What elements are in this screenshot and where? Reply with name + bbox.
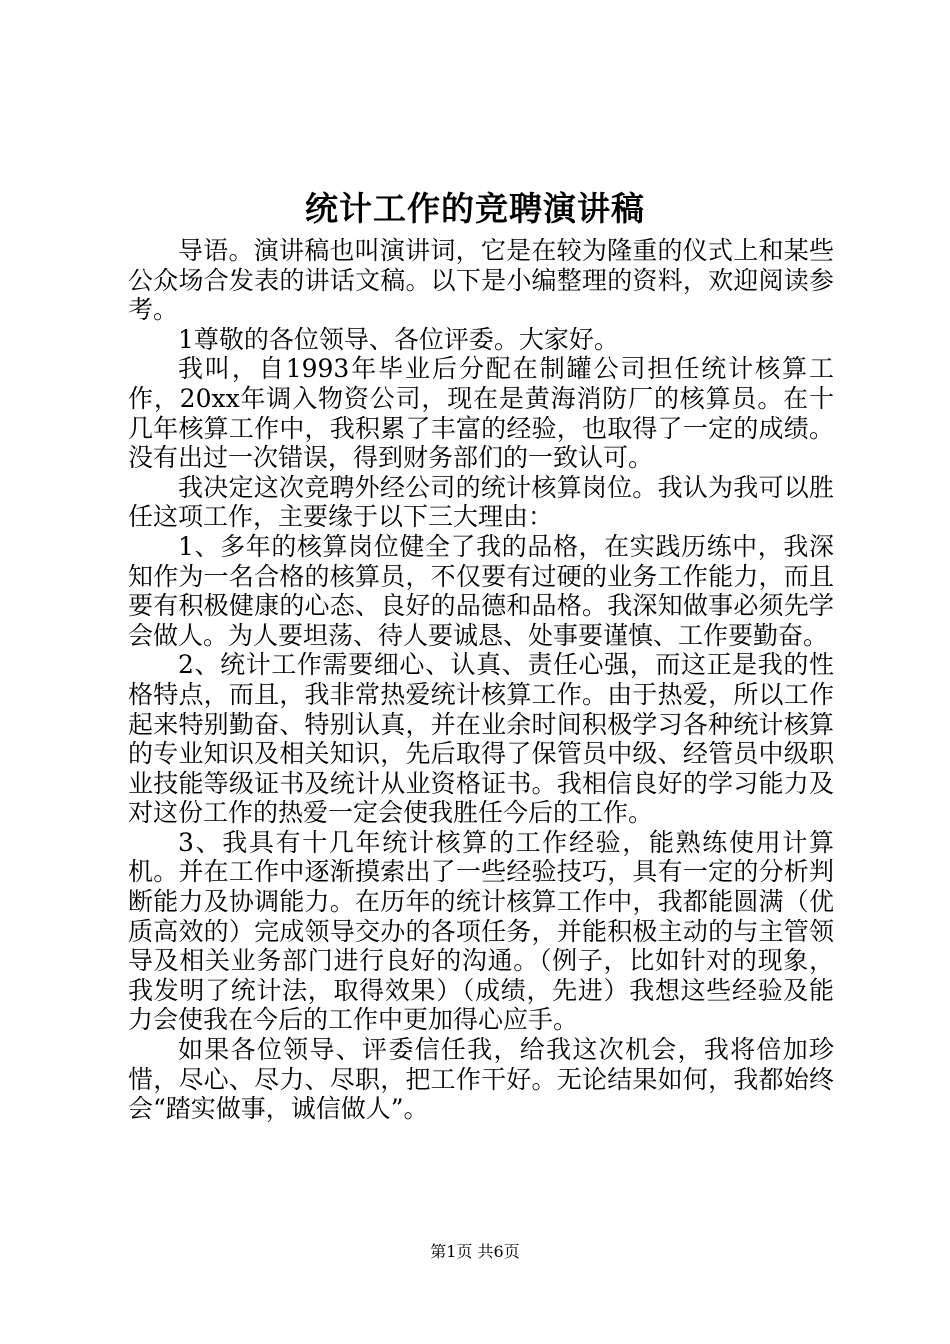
paragraph-closing: 如果各位领导、评委信任我，给我这次机会，我将倍加珍惜，尽心、尽力、尽职，把工作干好。无论结果如何，我都始终会“踏实做事，诚信做人”。 bbox=[128, 1035, 834, 1124]
paragraph-background: 我叫，自1993年毕业后分配在制罐公司担任统计核算工作，20xx年调入物资公司，现在是黄海消防厂的核算员。在十几年核算工作中，我积累了丰富的经验，也取得了一定的成绩。没有出过一次错误，得到财务部们的一致认可。 bbox=[128, 354, 834, 473]
document-title: 统计工作的竞聘演讲稿 bbox=[305, 189, 645, 228]
paragraph-reason-2: 2、统计工作需要细心、认真、责任心强，而这正是我的性格特点，而且，我非常热爱统计核算工作。由于热爱，所以工作起来特别勤奋、特别认真，并在业余时间积极学习各种统计核算的专业知识及相关知识，先后取得了保管员中级、经管员中级职业技能等级证书及统计从业资格证书。我相信良好的学习能力及对这份工作的热爱一定会使我胜任今后的工作。 bbox=[128, 650, 834, 828]
paragraph-decision: 我决定这次竞聘外经公司的统计核算岗位。我认为我可以胜任这项工作，主要缘于以下三大理由： bbox=[128, 472, 834, 532]
paragraph-greeting: 1尊敬的各位领导、各位评委。大家好。 bbox=[178, 324, 619, 354]
page-number-footer: 第1页 共6页 bbox=[430, 1242, 520, 1261]
document-body bbox=[128, 236, 834, 1124]
paragraph-reason-3: 3、我具有十几年统计核算的工作经验，能熟练使用计算机。并在工作中逐渐摸索出了一些经验技巧，具有一定的分析判断能力及协调能力。在历年的统计核算工作中，我都能圆满（优质高效的）完成领导交办的各项任务，并能积极主动的与主管领导及相关业务部门进行良好的沟通。（例子，比如针对的现象，我发明了统计法，取得效果）（成绩，先进）我想这些经验及能力会使我在今后的工作中更加得心应手。 bbox=[128, 827, 834, 1035]
paragraph-intro: 导语。演讲稿也叫演讲词，它是在较为隆重的仪式上和某些公众场合发表的讲话文稿。以下是小编整理的资料，欢迎阅读参考。 bbox=[128, 236, 834, 325]
paragraph-reason-1: 1、多年的核算岗位健全了我的品格，在实践历练中，我深知作为一名合格的核算员，不仅要有过硬的业务工作能力，而且要有积极健康的心态、良好的品德和品格。我深知做事必须先学会做人。为人要坦荡、待人要诚恳、处事要谨慎、工作要勤奋。 bbox=[128, 531, 834, 650]
